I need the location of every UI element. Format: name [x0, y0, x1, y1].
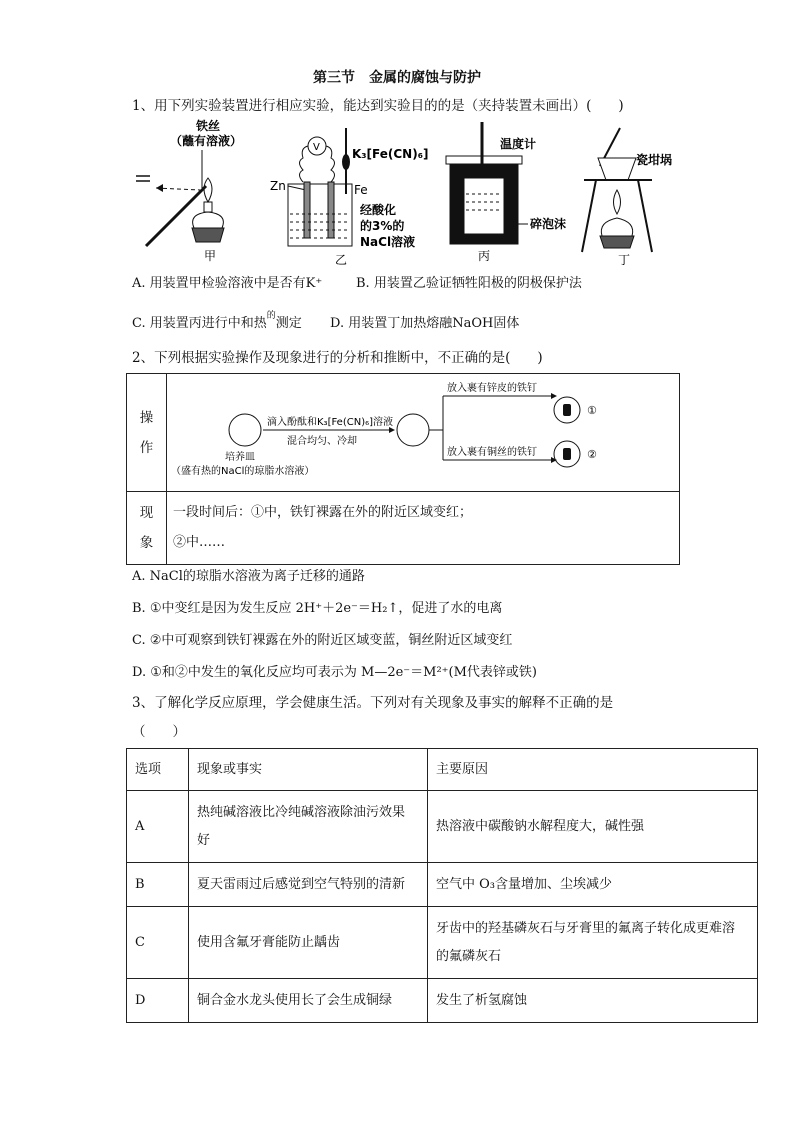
zn-label: Zn — [270, 179, 286, 193]
yi-solution-line2: 的3%的 — [360, 219, 405, 233]
apparatus-yi — [270, 128, 428, 267]
question-3-stem: 3、了解化学反应原理，学会健康生活。下列对有关现象及事实的解释不正确的是 — [132, 695, 614, 711]
q2-option-a: A. NaCl的琼脂水溶液为离子迁移的通路 — [132, 569, 365, 584]
q2-option-c: C. ②中可观察到铁钉裸露在外的附近区域变蓝，铜丝附近区域变红 — [132, 633, 513, 648]
q2-phenomenon-label-1: 现 — [139, 505, 154, 521]
voltmeter-label: V — [313, 142, 320, 153]
q2-phenomenon-line-2: ②中…… — [173, 535, 226, 550]
apparatus-bing — [446, 122, 566, 263]
q2-experiment-table — [126, 373, 680, 565]
q1-option-c-tail: 测定 — [275, 316, 302, 331]
reagent-label: K₃[Fe(CN)₆] — [352, 147, 429, 161]
q2-operation-label — [127, 374, 167, 492]
q3-row-a-reason: 热溶液中碳酸钠水解程度大，碱性强 — [428, 791, 758, 863]
q3-header-fact: 现象或事实 — [189, 749, 428, 791]
table-row — [127, 979, 758, 1023]
jia-caption: 甲 — [204, 249, 217, 263]
q3-table — [126, 748, 758, 1023]
page-title: 第三节 金属的腐蚀与防护 — [313, 70, 481, 86]
q2-operation-label-1: 操 — [139, 409, 154, 426]
q3-table-header — [127, 749, 758, 791]
q3-header-reason: 主要原因 — [428, 749, 758, 791]
q2-phenomenon-line-1: 一段时间后：①中，铁钉裸露在外的附近区域变红； — [173, 505, 473, 520]
q1-apparatus-figure — [128, 118, 673, 268]
question-3-answer-paren: （ ） — [132, 724, 186, 740]
jia-solution-label: （蘸有溶液） — [170, 134, 243, 148]
add-reagents-text: 滴入酚酞和K₃[Fe(CN)₆]溶液 — [267, 417, 394, 428]
q3-row-d-fact: 铜合金水龙头使用长了会生成铜绿 — [189, 979, 428, 1023]
q3-row-c-reason-line1: 牙齿中的羟基磷灰石与牙膏里的氟离子转化成更难溶 — [436, 920, 736, 936]
table-row — [127, 907, 758, 979]
q1-option-d: D. 用装置丁加热熔融NaOH固体 — [330, 316, 520, 331]
apparatus-ding — [582, 128, 672, 267]
zinc-wrap-text: 放入裹有锌皮的铁钉 — [447, 383, 537, 394]
q3-row-b-option: B — [127, 863, 189, 907]
fe-label: Fe — [354, 183, 368, 197]
dish-note: （盛有热的NaCl的琼脂水溶液） — [171, 466, 315, 477]
dish-1-number: ① — [587, 404, 597, 417]
crucible-label: 瓷坩埚 — [636, 153, 673, 167]
q1-option-c-text: C. 用装置丙进行中和热 — [132, 316, 267, 331]
question-2-stem: 2、下列根据实验操作及现象进行的分析和推断中，不正确的是( ) — [132, 350, 543, 366]
dish-2-number: ② — [587, 448, 597, 461]
q3-row-d-reason: 发生了析氢腐蚀 — [428, 979, 758, 1023]
q3-row-c-reason-line2: 的氟磷灰石 — [436, 948, 502, 964]
q3-row-c-option: C — [127, 907, 189, 979]
q3-row-a-fact-line1: 热纯碱溶液比冷纯碱溶液除油污效果 — [197, 804, 406, 820]
yi-solution-line3: NaCl溶液 — [360, 235, 416, 249]
jia-wire-label: 铁丝 — [196, 119, 221, 133]
table-row — [127, 791, 758, 863]
q2-option-d: D. ①和②中发生的氧化反应均可表示为 M—2e⁻＝M²⁺(M代表锌或铁) — [132, 665, 537, 680]
q2-operation-label-2: 作 — [139, 439, 154, 456]
thermometer-label: 温度计 — [500, 137, 537, 151]
q3-header-option: 选项 — [127, 749, 189, 791]
q2-phenomenon-label-2: 象 — [139, 535, 154, 551]
q1-option-c — [132, 310, 302, 334]
yi-caption: 乙 — [335, 253, 348, 267]
table-row — [127, 863, 758, 907]
q1-option-c-sup: 的 — [266, 310, 276, 321]
q2-option-b: B. ①中变红是因为发生反应 2H⁺＋2e⁻＝H₂↑，促进了水的电离 — [132, 601, 503, 616]
q2-operation-diagram-cell — [167, 374, 680, 492]
q3-row-d-option: D — [127, 979, 189, 1023]
q1-option-b: B. 用装置乙验证牺牲阳极的阴极保护法 — [356, 276, 582, 291]
ding-caption: 丁 — [618, 253, 631, 267]
apparatus-jia — [136, 118, 242, 263]
copper-wrap-text: 放入裹有铜丝的铁钉 — [447, 447, 537, 458]
q3-row-b-reason: 空气中 O₃含量增加、尘埃减少 — [428, 863, 758, 907]
q2-phenomenon-label — [127, 492, 167, 565]
dish-label: 培养皿 — [225, 452, 255, 463]
q3-row-a-fact-line2: 好 — [197, 832, 211, 848]
q3-row-a-fact — [189, 791, 428, 863]
bing-caption: 丙 — [478, 249, 491, 263]
q1-option-a: A. 用装置甲检验溶液中是否有K⁺ — [132, 276, 323, 291]
q3-row-b-fact: 夏天雷雨过后感觉到空气特别的清新 — [189, 863, 428, 907]
q3-row-c-fact: 使用含氟牙膏能防止龋齿 — [189, 907, 428, 979]
q2-operation-diagram — [167, 374, 679, 487]
yi-solution-line1: 经酸化 — [360, 203, 397, 217]
question-1-stem: 1、用下列实验装置进行相应实验，能达到实验目的的是（夹持装置未画出）( ) — [132, 98, 624, 114]
mix-cool-text: 混合均匀、冷却 — [287, 436, 357, 447]
q2-phenomenon-cell — [167, 492, 680, 565]
q3-row-c-reason — [428, 907, 758, 979]
q3-row-a-option: A — [127, 791, 189, 863]
foam-label: 碎泡沫 — [530, 217, 567, 231]
